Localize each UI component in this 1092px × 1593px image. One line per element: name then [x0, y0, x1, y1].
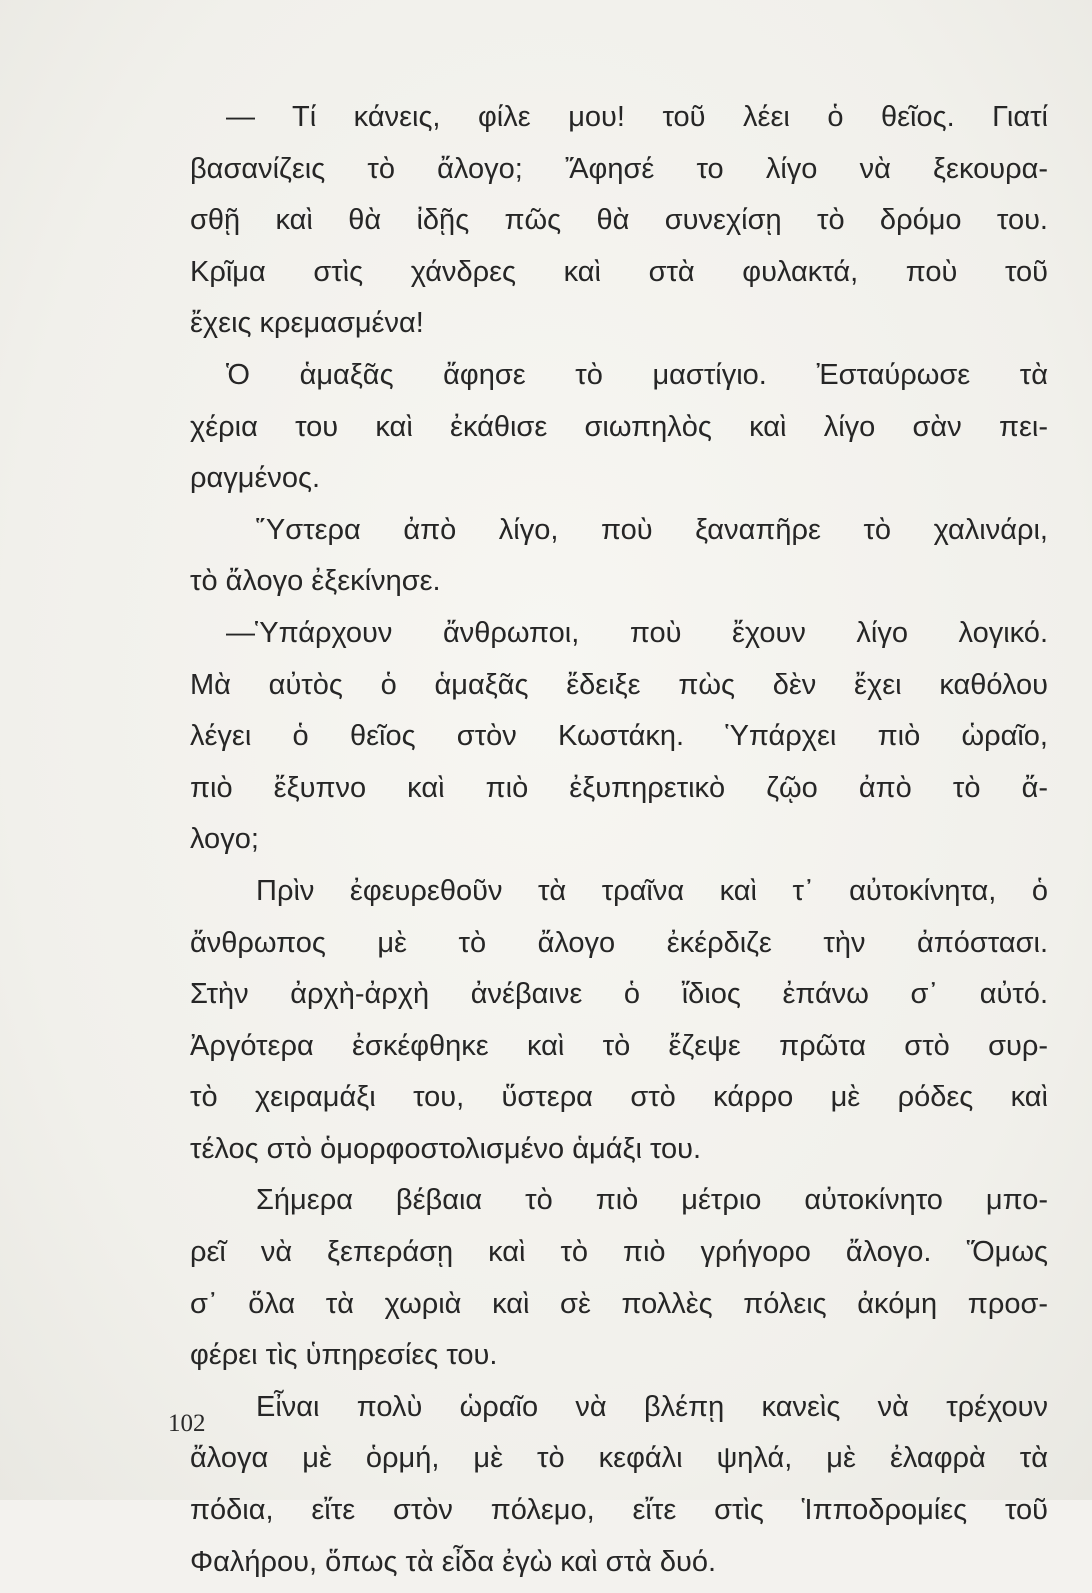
text-line: πιὸ ἔξυπνο καὶ πιὸ ἐξυπηρετικὸ ζῷο ἀπὸ τὸ ἄ- — [190, 771, 1048, 804]
paragraph-5 — [190, 871, 1048, 1181]
text-line: ἄλογα μὲ ὁρμή, μὲ τὸ κεφάλι ψηλά, μὲ ἐλαφρὰ τὰ — [190, 1442, 1048, 1475]
text-line: λογο; — [190, 823, 259, 856]
text-line: — Τί κάνεις, φίλε μου! τοῦ λέει ὁ θεῖος. Γιατί — [226, 101, 1048, 133]
text-line: τὸ χειραμάξι του, ὕστερα στὸ κάρρο μὲ ρόδες καὶ — [190, 1081, 1048, 1114]
text-line: ἔχεις κρεμασμένα! — [190, 307, 424, 340]
text-line: τέλος στὸ ὁμορφοστολισμένο ἁμάξι του. — [190, 1132, 702, 1165]
text-line: βασανίζεις τὸ ἄλογο; Ἄφησέ το λίγο νὰ ξεκουρα- — [190, 152, 1048, 185]
text-line: λέγει ὁ θεῖος στὸν Κωστάκη. Ὑπάρχει πιὸ ὡραῖο, — [190, 720, 1048, 753]
text-line: Μὰ αὐτὸς ὁ ἁμαξᾶς ἔδειξε πὼς δὲν ἔχει καθόλου — [190, 668, 1048, 701]
page-number: 102 — [168, 1410, 206, 1437]
body-text — [190, 97, 1048, 1593]
text-line: χέρια του καὶ ἐκάθισε σιωπηλὸς καὶ λίγο σὰν πει- — [190, 410, 1048, 443]
text-line: τὸ ἄλογο ἐξεκίνησε. — [190, 565, 441, 598]
text-line: Ἀργότερα ἐσκέφθηκε καὶ τὸ ἔζεψε πρῶτα στὸ συρ- — [190, 1029, 1048, 1062]
text-line: ραγμένος. — [190, 462, 321, 495]
paragraph-7 — [190, 1387, 1048, 1593]
text-line: Σήμερα βέβαια τὸ πιὸ μέτριο αὐτοκίνητο μπο- — [256, 1184, 1048, 1217]
text-line: Εἶναι πολὺ ὡραῖο νὰ βλέπῃ κανεὶς νὰ τρέχουν — [256, 1390, 1048, 1423]
paragraph-1 — [190, 97, 1048, 355]
text-line: Ὕστερα ἀπὸ λίγο, ποὺ ξαναπῆρε τὸ χαλινάρι, — [256, 513, 1048, 546]
paragraph-6 — [190, 1180, 1048, 1386]
text-line: ἄνθρωπος μὲ τὸ ἄλογο ἐκέρδιζε τὴν ἀπόστασι. — [190, 926, 1048, 959]
text-line: Φαλήρου, ὅπως τὰ εἶδα ἐγὼ καὶ στὰ δυό. — [190, 1545, 717, 1578]
text-line: —Ὑπάρχουν ἄνθρωποι, ποὺ ἔχουν λίγο λογικό. — [226, 616, 1048, 649]
text-line: πόδια, εἴτε στὸν πόλεμο, εἴτε στὶς Ἱπποδρομίες τοῦ — [190, 1494, 1048, 1527]
text-line: φέρει τὶς ὑπηρεσίες του. — [190, 1339, 498, 1372]
text-line: Στὴν ἀρχὴ-ἀρχὴ ἀνέβαινε ὁ ἴδιος ἐπάνω σ᾽ αὐτό. — [190, 978, 1048, 1011]
paragraph-4 — [190, 613, 1048, 871]
text-line: σ᾽ ὅλα τὰ χωριὰ καὶ σὲ πολλὲς πόλεις ἀκόμη προσ- — [190, 1287, 1048, 1320]
paragraph-3 — [190, 510, 1048, 613]
text-line: Κρῖμα στὶς χάνδρες καὶ στὰ φυλακτά, ποὺ τοῦ — [190, 255, 1048, 288]
text-line: σθῇ καὶ θὰ ἰδῇς πῶς θὰ συνεχίσῃ τὸ δρόμο του. — [190, 204, 1048, 237]
text-line: Ὁ ἁμαξᾶς ἄφησε τὸ μαστίγιο. Ἐσταύρωσε τὰ — [226, 358, 1048, 391]
paragraph-2 — [190, 355, 1048, 510]
text-line: ρεῖ νὰ ξεπεράσῃ καὶ τὸ πιὸ γρήγορο ἄλογο. Ὅμως — [190, 1236, 1048, 1269]
text-line: Πρὶν ἐφευρεθοῦν τὰ τραῖνα καὶ τ᾽ αὐτοκίνητα, ὁ — [256, 874, 1048, 907]
